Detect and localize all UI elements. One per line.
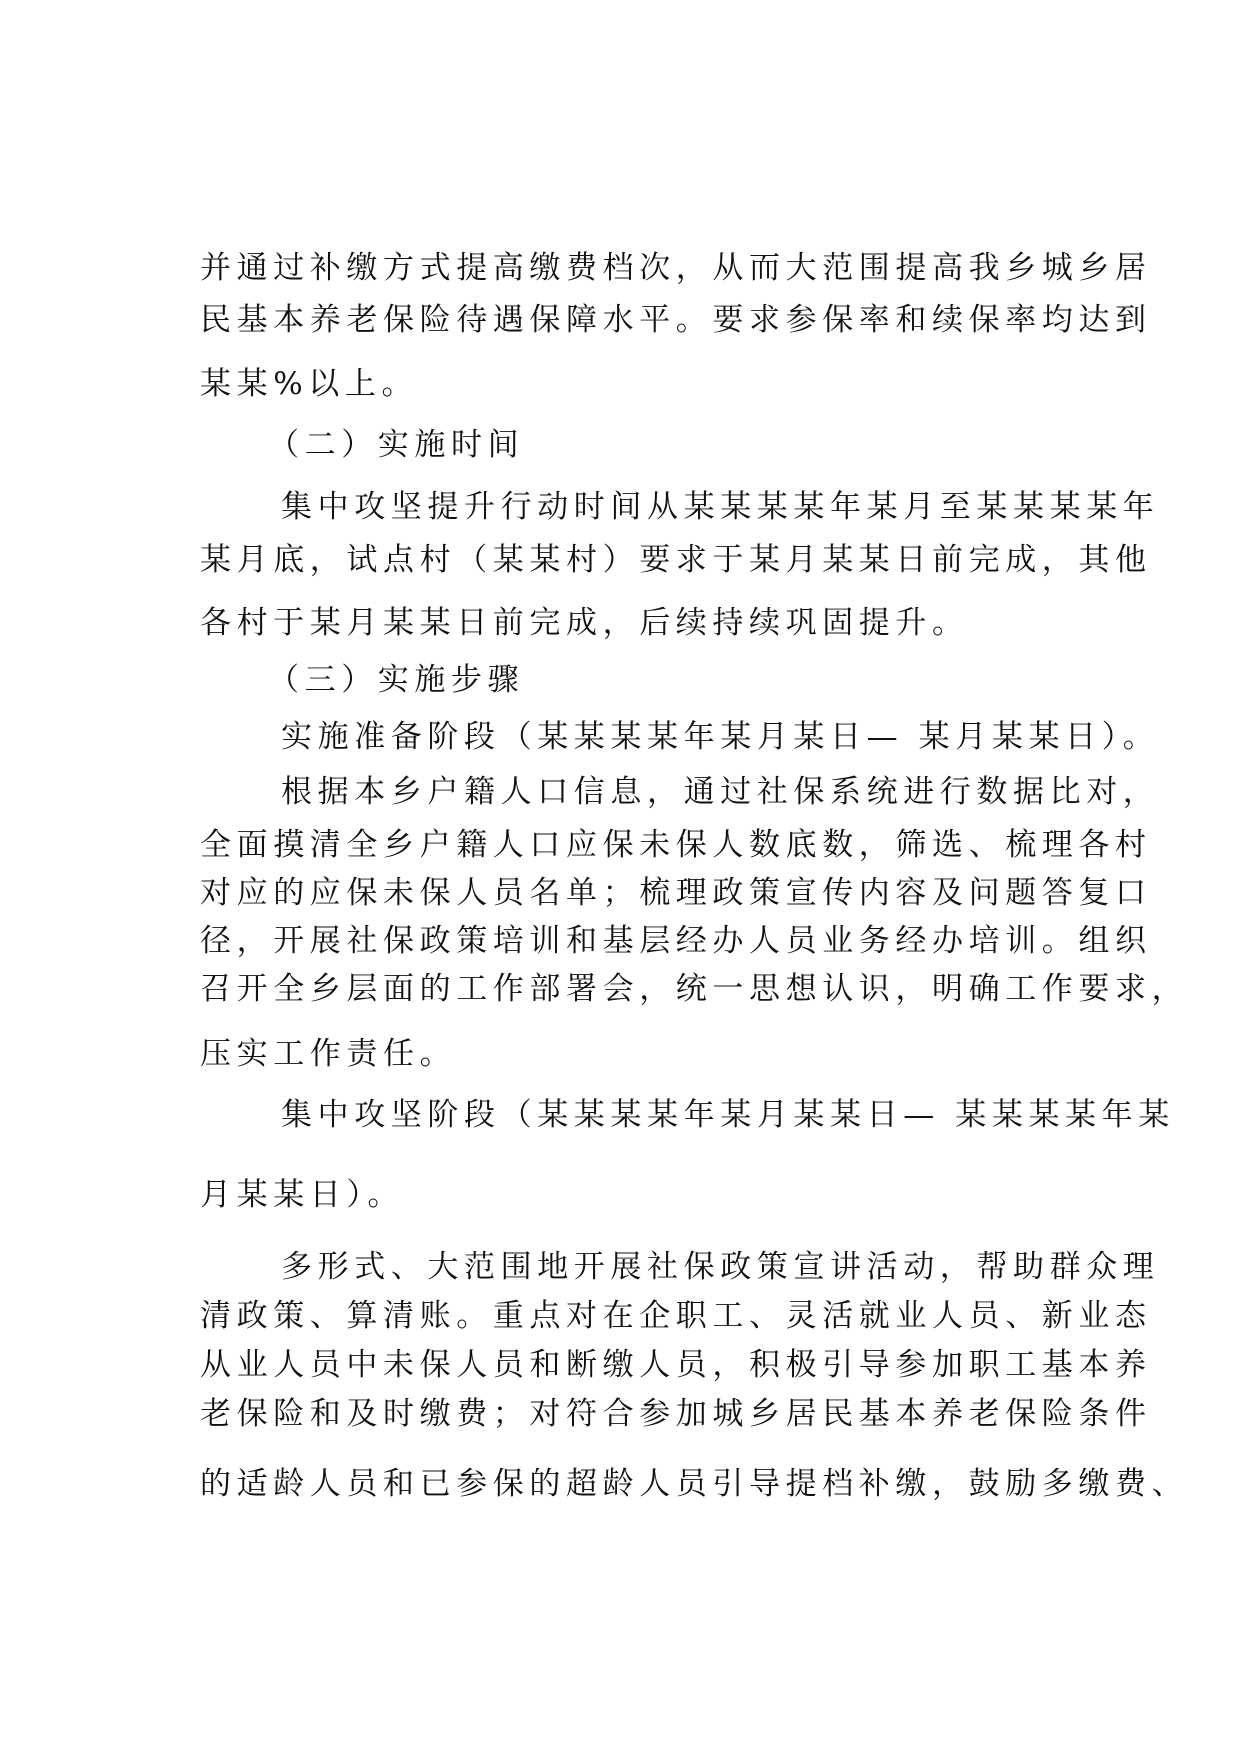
- paragraph-line: 月某某日）。: [200, 1177, 405, 1213]
- paragraph-line: 从业人员中未保人员和断缴人员，积极引导参加职工基本养: [200, 1347, 1152, 1383]
- paragraph-line: 清政策、算清账。重点对在企职工、灵活就业人员、新业态: [200, 1298, 1152, 1334]
- section-heading: （三）实施步骤: [268, 662, 525, 698]
- paragraph-line: 召开全乡层面的工作部署会，统一思想认识，明确工作要求，: [200, 971, 1189, 1007]
- paragraph-line: 压实工作责任。: [200, 1036, 457, 1072]
- paragraph-line: 某某%以上。: [200, 366, 419, 402]
- paragraph-line: 实施准备阶段（某某某某年某月某日— 某月某某日）。: [281, 719, 1160, 755]
- paragraph-line: 各村于某月某某日前完成，后续持续巩固提升。: [200, 605, 969, 641]
- paragraph-line: 民基本养老保险待遇保障水平。要求参保率和续保率均达到: [200, 302, 1152, 338]
- paragraph-line: 多形式、大范围地开展社保政策宣讲活动，帮助群众理: [281, 1249, 1160, 1285]
- paragraph-line: 根据本乡户籍人口信息，通过社保系统进行数据比对，: [281, 774, 1160, 810]
- paragraph-line: 集中攻坚阶段（某某某某年某月某某日— 某某某某年某: [281, 1097, 1175, 1133]
- paragraph-line: 某月底，试点村（某某村）要求于某月某某日前完成，其他: [200, 542, 1152, 578]
- paragraph-line: 集中攻坚提升行动时间从某某某某年某月至某某某某年: [281, 489, 1160, 525]
- section-heading: （二）实施时间: [268, 427, 525, 463]
- paragraph-line: 全面摸清全乡户籍人口应保未保人数底数，筛选、梳理各村: [200, 827, 1152, 863]
- paragraph-line: 老保险和及时缴费；对符合参加城乡居民基本养老保险条件: [200, 1396, 1152, 1432]
- paragraph-line: 并通过补缴方式提高缴费档次，从而大范围提高我乡城乡居: [200, 250, 1152, 286]
- paragraph-line: 径，开展社保政策培训和基层经办人员业务经办培训。组织: [200, 923, 1152, 959]
- paragraph-line: 对应的应保未保人员名单；梳理政策宣传内容及问题答复口: [200, 875, 1152, 911]
- paragraph-line: 的适龄人员和已参保的超龄人员引导提档补缴，鼓励多缴费、: [200, 1466, 1189, 1502]
